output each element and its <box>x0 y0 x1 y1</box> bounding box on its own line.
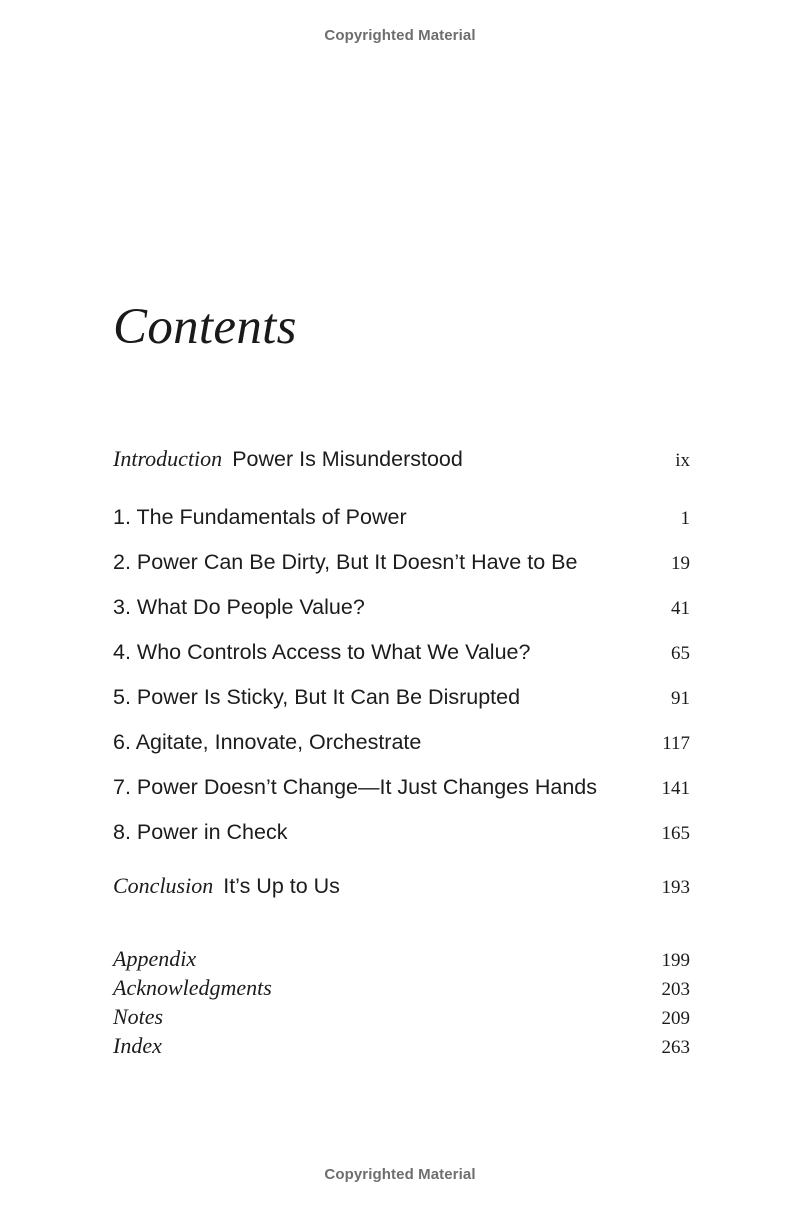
toc-page-number: 19 <box>671 553 690 574</box>
toc-entry-title: 8. Power in Check <box>113 820 288 844</box>
toc-entry-chapter-1[interactable] <box>113 504 690 536</box>
toc-entry-index[interactable] <box>113 1033 690 1065</box>
toc-page-number: 193 <box>661 877 690 898</box>
toc-entry-title: 4. Who Controls Access to What We Value? <box>113 640 531 664</box>
copyright-watermark-bottom: Copyrighted Material <box>324 1166 476 1183</box>
toc-entry-title: 5. Power Is Sticky, But It Can Be Disrupted <box>113 685 521 709</box>
toc-entry-chapter-4[interactable] <box>113 639 690 671</box>
toc-page-number: 209 <box>661 1008 690 1029</box>
toc-entry-chapter-5[interactable] <box>113 684 690 716</box>
toc-page-number: 203 <box>661 979 690 1000</box>
toc-page-number: 263 <box>661 1037 690 1058</box>
toc-page-number: 91 <box>671 688 690 709</box>
toc-page-number: 165 <box>661 823 690 844</box>
toc-entry-appendix[interactable] <box>113 946 690 978</box>
toc-page-number: ix <box>675 450 690 471</box>
toc-entry-title: Acknowledgments <box>113 975 272 1000</box>
toc-entry-chapter-2[interactable] <box>113 549 690 581</box>
toc-page-number: 1 <box>680 508 690 529</box>
toc-entry-label: Conclusion <box>113 873 214 898</box>
toc-entry-title: 2. Power Can Be Dirty, But It Doesn’t Have to Be <box>113 550 578 574</box>
toc-entry-text: It’s Up to Us <box>223 874 340 898</box>
toc-entry-title: 3. What Do People Value? <box>113 595 365 619</box>
toc-entry-title: Index <box>113 1033 162 1058</box>
toc-entry-title: 7. Power Doesn’t Change—It Just Changes Hands <box>113 775 598 799</box>
toc-entry-title <box>113 873 340 899</box>
toc-entry-introduction[interactable] <box>113 446 690 478</box>
copyright-watermark-top: Copyrighted Material <box>324 27 476 44</box>
toc-entry-title: 6. Agitate, Innovate, Orchestrate <box>113 730 422 754</box>
toc-entry-chapter-7[interactable] <box>113 774 690 806</box>
toc-entry-conclusion[interactable] <box>113 873 690 905</box>
toc-entry-text: Power Is Misunderstood <box>232 447 463 471</box>
toc-page-number: 141 <box>661 778 690 799</box>
toc-page-number: 199 <box>661 950 690 971</box>
toc-entry-title: Notes <box>113 1004 164 1029</box>
toc-page-number: 117 <box>662 733 690 754</box>
toc-entry-title: 1. The Fundamentals of Power <box>113 505 407 529</box>
toc-entry-label: Introduction <box>113 446 223 471</box>
toc-entry-chapter-3[interactable] <box>113 594 690 626</box>
toc-entry-title <box>113 446 463 472</box>
toc-page-number: 65 <box>671 643 690 664</box>
toc-page-number: 41 <box>671 598 690 619</box>
toc-entry-notes[interactable] <box>113 1004 690 1036</box>
contents-heading: Contents <box>113 299 297 355</box>
toc-entry-chapter-6[interactable] <box>113 729 690 761</box>
toc-entry-chapter-8[interactable] <box>113 819 690 851</box>
toc-entry-title: Appendix <box>113 946 197 971</box>
toc-entry-acknowledgments[interactable] <box>113 975 690 1007</box>
